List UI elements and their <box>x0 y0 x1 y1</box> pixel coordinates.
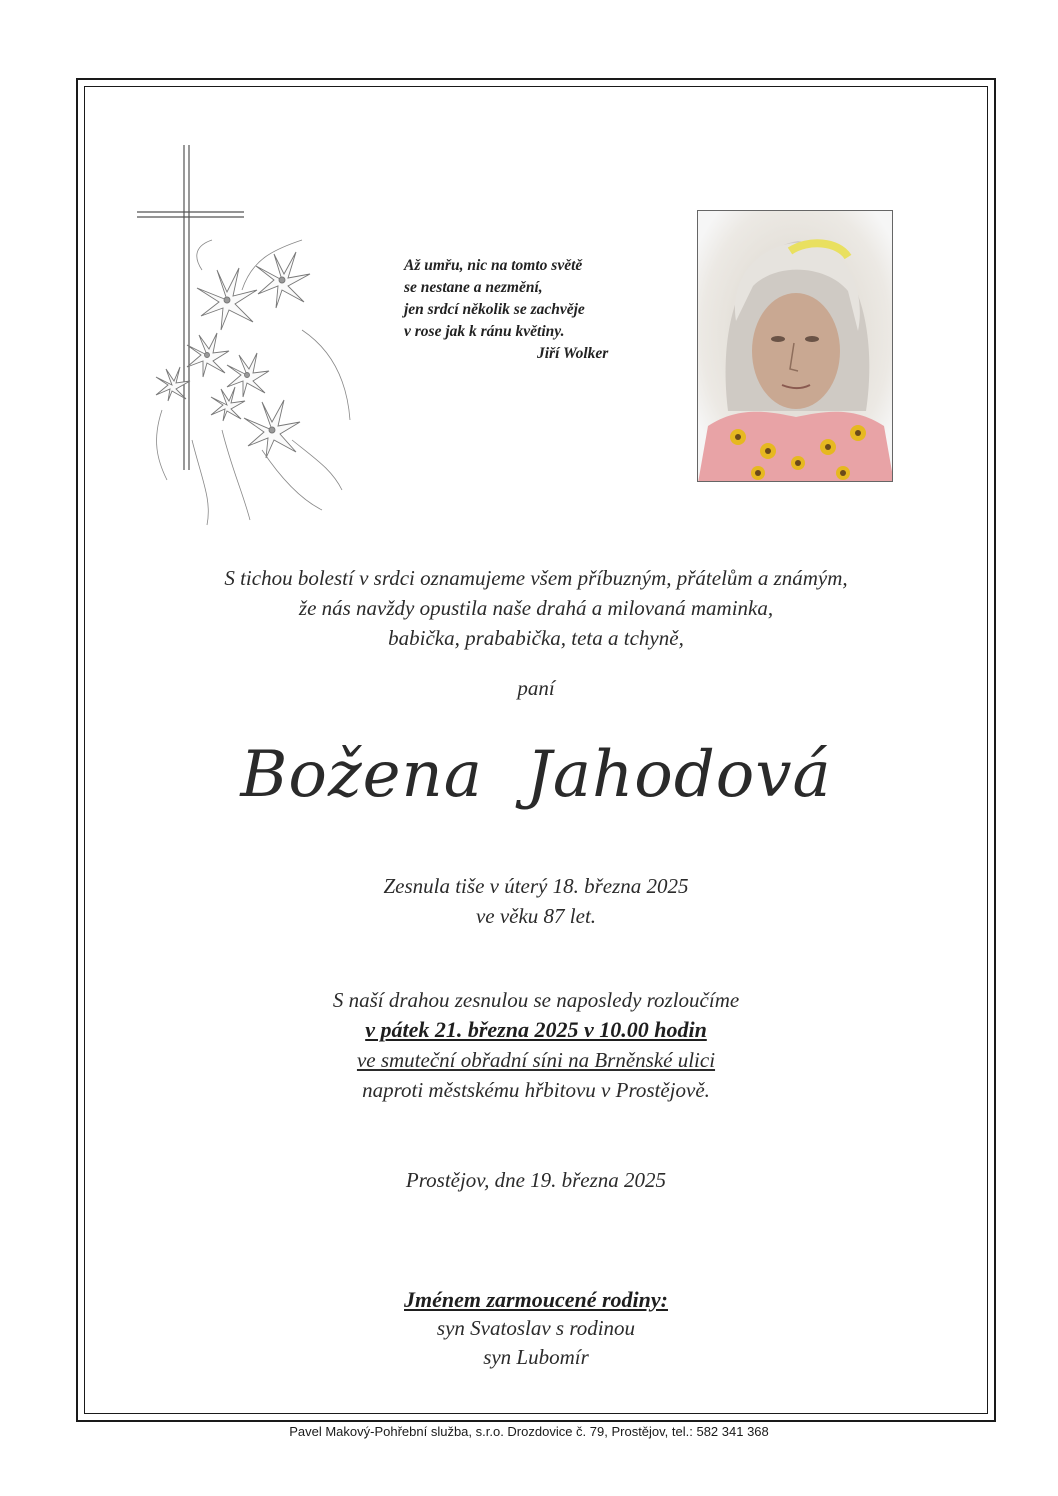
family-heading: Jménem zarmoucené rodiny: <box>404 1287 668 1312</box>
poem-author: Jiří Wolker <box>537 345 609 362</box>
announcement-line: že nás navždy opustila naše drahá a milovaná maminka, <box>298 596 774 620</box>
death-line: ve věku 87 let. <box>475 904 597 928</box>
ceremony-location: naproti městskému hřbitovu v Prostějově. <box>362 1078 710 1102</box>
family-member: syn Svatoslav s rodinou <box>436 1316 636 1340</box>
ceremony-datetime: v pátek 21. března 2025 v 10.00 hodin <box>365 1017 707 1042</box>
poem <box>404 255 664 365</box>
portrait-photo <box>697 210 893 482</box>
announcement <box>84 563 988 653</box>
cross-flowers-icon <box>132 140 357 540</box>
ceremony-place: ve smuteční obřadní síni na Brněnské ulici <box>356 1048 716 1072</box>
ceremony-info <box>84 985 988 1105</box>
death-line: Zesnula tiše v úterý 18. března 2025 <box>383 874 689 898</box>
poem-line: Až umřu, nic na tomto světě <box>404 257 583 274</box>
ceremony-intro: S naší drahou zesnulou se naposledy rozloučíme <box>332 988 740 1012</box>
dated-line: Prostějov, dne 19. března 2025 <box>405 1168 667 1192</box>
salutation: paní <box>517 676 555 700</box>
announcement-line: S tichou bolestí v srdci oznamujeme všem příbuzným, přátelům a známým, <box>224 566 848 590</box>
family-signature <box>84 1285 988 1372</box>
poem-line: v rose jak k ránu květiny. <box>404 323 565 340</box>
poem-line: se nestane a nezmění, <box>404 279 543 296</box>
deceased-name: Božena Jahodová <box>240 738 832 812</box>
announcement-line: babička, prababička, teta a tchyně, <box>388 626 684 650</box>
death-info <box>84 871 988 931</box>
poem-line: jen srdcí několik se zachvěje <box>404 301 585 318</box>
funeral-service-footer: Pavel Makový-Pohřební služba, s.r.o. Drozdovice č. 79, Prostějov, tel.: 582 341 368 <box>289 1424 769 1439</box>
family-member: syn Lubomír <box>483 1345 589 1369</box>
